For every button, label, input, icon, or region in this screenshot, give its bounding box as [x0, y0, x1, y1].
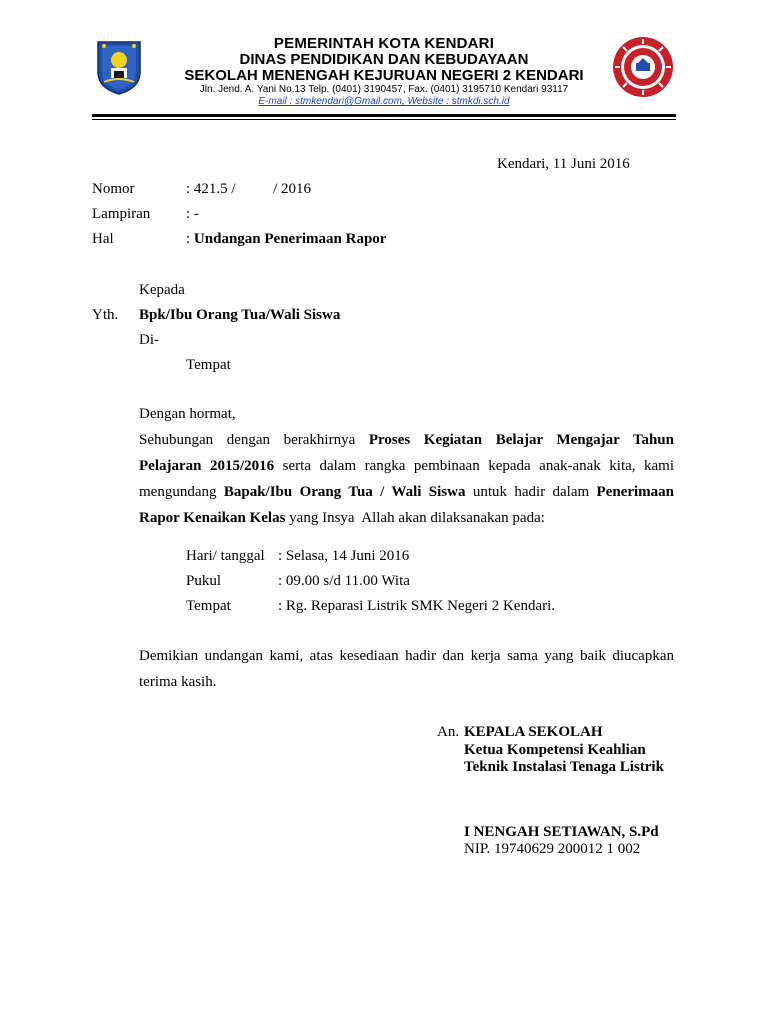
meta-value-lampiran: : - [186, 206, 199, 222]
header-department: DINAS PENDIDIKAN DAN KEBUDAYAAN [239, 51, 529, 68]
header-divider-thin [92, 119, 676, 120]
schedule-label-time: Pukul [186, 573, 222, 589]
signature-title-role: Ketua Kompetensi Keahlian [464, 742, 646, 758]
recipient-di: Di- [139, 332, 159, 348]
recipient-tempat: Tempat [186, 357, 231, 373]
meta-label-hal: Hal [92, 231, 114, 247]
body-paragraph [139, 427, 674, 531]
subject-text: Undangan Penerimaan Rapor [193, 231, 387, 247]
schedule-value-date: : Selasa, 14 Juni 2016 [278, 548, 410, 564]
body-line-1: Sehubungan dengan berakhirnya Proses Kegiatan Belajar Mengajar Tahun [139, 432, 674, 448]
body-line-4: Rapor Kenaikan Kelas yang Insya Allah akan dilaksanakan pada: [139, 510, 545, 526]
signature-an: An. [437, 724, 460, 740]
header-contact-link[interactable]: E-mail : stmkendari@Gmail.com, Website : stmkdi.sch.id [258, 96, 510, 107]
meta-label-nomor: Nomor [92, 181, 135, 197]
recipient-name: Bpk/Ibu Orang Tua/Wali Siswa [139, 307, 341, 323]
signature-name: I NENGAH SETIAWAN, S.Pd [464, 824, 659, 840]
signature-title-program: Teknik Instalasi Tenaga Listrik [464, 759, 664, 775]
header-government: PEMERINTAH KOTA KENDARI [273, 35, 495, 52]
closing-line-1: Demikian undangan kami, atas kesediaan hadir dan kerja sama yang baik diucapkan [139, 648, 674, 664]
meta-value-hal: : Undangan Penerimaan Rapor [186, 231, 387, 247]
body-line-3: mengundang Bapak/Ibu Orang Tua / Wali Siswa untuk hadir dalam Penerimaan [139, 484, 675, 500]
closing-line-2: terima kasih. [139, 674, 217, 690]
meta-value-nomor: : 421.5 / / 2016 [186, 181, 312, 197]
header-school-name: SEKOLAH MENENGAH KEJURUAN NEGERI 2 KENDARI [184, 67, 584, 84]
schedule-label-date: Hari/ tanggal [186, 548, 265, 564]
schedule-value-place: : Rg. Reparasi Listrik SMK Negeri 2 Kendari. [278, 598, 556, 614]
signature-title-principal: KEPALA SEKOLAH [464, 724, 603, 740]
body-line-2: Pelajaran 2015/2016 serta dalam rangka pembinaan kepada anak-anak kita, kami [139, 458, 675, 474]
header-address: Jln. Jend. A. Yani No.13 Telp. (0401) 3190457, Fax. (0401) 3195710 Kendari 93117 [199, 84, 569, 95]
meta-label-lampiran: Lampiran [92, 206, 151, 222]
schedule-value-time: : 09.00 s/d 11.00 Wita [278, 573, 410, 589]
schedule-label-place: Tempat [186, 598, 231, 614]
signature-nip: NIP. 19740629 200012 1 002 [464, 841, 641, 857]
recipient-kepada: Kepada [139, 282, 185, 298]
salutation: Dengan hormat, [139, 406, 236, 422]
header-divider-thick [92, 114, 676, 117]
recipient-yth: Yth. [92, 307, 119, 323]
letter-date: Kendari, 11 Juni 2016 [497, 156, 630, 172]
closing-paragraph [139, 643, 674, 695]
